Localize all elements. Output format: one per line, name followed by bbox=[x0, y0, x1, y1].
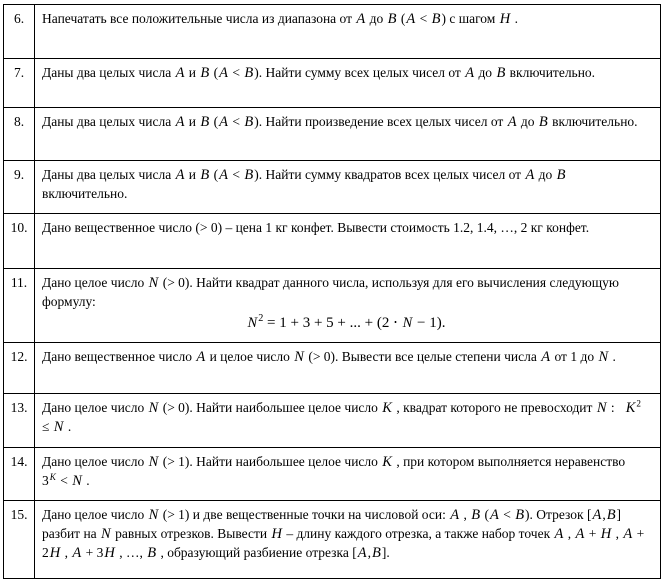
variable: B bbox=[371, 545, 381, 562]
text-segment: до bbox=[535, 167, 556, 182]
variable: B bbox=[606, 507, 616, 523]
variable: B bbox=[200, 114, 210, 130]
text-segment: (> 1). Найти наибольшее целое число bbox=[159, 454, 382, 469]
row-number: 9. bbox=[4, 161, 35, 214]
text-segment: Даны два целых числа bbox=[42, 167, 175, 182]
variable: N bbox=[402, 314, 413, 331]
task-text bbox=[42, 349, 616, 364]
task-table-body bbox=[4, 5, 661, 579]
variable: N bbox=[596, 400, 607, 416]
text-segment: Дано целое число bbox=[42, 275, 148, 290]
variable: A bbox=[623, 526, 633, 543]
text-segment: ) с шагом bbox=[441, 11, 499, 26]
text-segment: . bbox=[511, 11, 518, 26]
text-segment: , bbox=[612, 526, 623, 542]
text-segment: Напечатать все положительные числа из диапазона от bbox=[42, 11, 356, 26]
variable: A bbox=[450, 507, 460, 523]
task-text bbox=[42, 454, 632, 488]
row-number: 7. bbox=[4, 59, 35, 108]
table-row bbox=[4, 394, 661, 448]
variable: N bbox=[294, 349, 304, 365]
variable: N bbox=[148, 275, 159, 291]
text-segment: + bbox=[585, 526, 600, 542]
row-number: 6. bbox=[4, 5, 35, 59]
task-text bbox=[42, 507, 644, 560]
task-cell bbox=[35, 108, 661, 161]
task-text bbox=[42, 400, 641, 434]
table-row bbox=[4, 108, 661, 161]
text-segment: ( bbox=[210, 65, 219, 80]
row-number: 13. bbox=[4, 394, 35, 448]
table-row bbox=[4, 161, 661, 214]
text-segment: от 1 до bbox=[551, 349, 598, 364]
variable: K bbox=[382, 454, 392, 470]
variable: B bbox=[538, 114, 548, 130]
text-segment: Дано целое число bbox=[42, 454, 148, 469]
variable: A bbox=[507, 114, 517, 130]
variable: N bbox=[148, 507, 159, 523]
task-cell bbox=[35, 269, 661, 343]
variable: N bbox=[247, 314, 258, 331]
variable: B bbox=[147, 545, 157, 562]
variable: H bbox=[271, 526, 282, 543]
text-segment: до bbox=[475, 65, 496, 80]
text-segment: включительно. bbox=[548, 114, 638, 129]
task-text bbox=[42, 114, 638, 129]
text-segment: , bbox=[367, 545, 371, 561]
text-segment: равных отрезков. Вывести bbox=[111, 526, 271, 542]
variable: K bbox=[625, 400, 636, 416]
task-cell bbox=[35, 343, 661, 394]
variable: A bbox=[489, 507, 499, 523]
row-number: 10. bbox=[4, 214, 35, 269]
variable: N bbox=[101, 526, 111, 543]
row-number: 11. bbox=[4, 269, 35, 343]
variable: A bbox=[541, 349, 551, 365]
variable: H bbox=[499, 11, 511, 27]
variable: A bbox=[465, 65, 475, 81]
text-segment: (> 0). Вывести все целые степени числа bbox=[304, 349, 541, 364]
text-segment: < bbox=[416, 11, 431, 26]
variable: A bbox=[356, 11, 366, 27]
text-segment: , квадрат которого не превосходит bbox=[392, 400, 596, 415]
text-segment: Даны два целых числа bbox=[42, 114, 175, 129]
text-segment: , bbox=[61, 545, 72, 561]
variable: B bbox=[387, 11, 397, 27]
variable: N bbox=[53, 419, 64, 436]
table-row bbox=[4, 214, 661, 269]
text-segment: Дано вещественное число bbox=[42, 349, 196, 364]
text-segment: (> 1) и две вещественные точки на числовой оси: bbox=[159, 507, 450, 522]
text-segment: ). Найти сумму квадратов всех целых чисел от bbox=[254, 167, 525, 182]
variable: B bbox=[244, 114, 254, 130]
variable: N bbox=[148, 454, 159, 470]
variable: A bbox=[525, 167, 535, 183]
text-segment: и bbox=[185, 65, 200, 80]
variable: A bbox=[219, 65, 228, 81]
text-segment: . bbox=[82, 473, 90, 489]
variable: H bbox=[104, 545, 115, 562]
variable: B bbox=[200, 65, 210, 81]
variable: A bbox=[175, 167, 185, 183]
text-segment: + 3 bbox=[82, 545, 104, 561]
table-row bbox=[4, 5, 661, 59]
text-segment: , bbox=[564, 526, 575, 542]
task-cell bbox=[35, 501, 661, 579]
text-segment: + 2 bbox=[42, 526, 645, 561]
task-cell bbox=[35, 5, 661, 59]
variable: K bbox=[382, 400, 392, 416]
task-cell bbox=[35, 448, 661, 501]
task-text bbox=[42, 167, 567, 201]
task-cell bbox=[35, 59, 661, 108]
superscript: 2 bbox=[636, 398, 642, 409]
variable: A bbox=[175, 65, 185, 81]
text-segment: − 1). bbox=[413, 314, 446, 331]
variable: A bbox=[406, 11, 416, 27]
task-table bbox=[3, 4, 661, 579]
variable: A bbox=[592, 507, 602, 523]
text-segment: , при котором выполняется неравенство 3 bbox=[42, 454, 632, 489]
variable: B bbox=[556, 167, 566, 183]
text-segment: ). Найти сумму всех целых чисел от bbox=[254, 65, 465, 80]
text-segment: < bbox=[229, 167, 244, 182]
text-segment: < bbox=[229, 114, 244, 129]
variable: N bbox=[148, 400, 159, 416]
text-segment: < bbox=[499, 507, 515, 522]
text-segment: ). Найти произведение всех целых чисел от bbox=[254, 114, 507, 129]
text-segment: (> 0). Найти квадрат данного числа, используя для его вычисления следующую формулу: bbox=[42, 275, 619, 310]
variable: B bbox=[200, 167, 210, 183]
text-segment: и целое число bbox=[206, 349, 294, 364]
variable: B bbox=[496, 65, 506, 81]
text-segment: ]. bbox=[381, 545, 390, 561]
table-row bbox=[4, 59, 661, 108]
text-segment: Дано целое число bbox=[42, 400, 148, 415]
text-segment: = 1 + 3 + 5 + ... + (2 ⋅ bbox=[263, 314, 402, 331]
text-segment: . bbox=[609, 349, 616, 364]
superscript: 2 bbox=[258, 312, 264, 324]
variable: H bbox=[49, 545, 61, 562]
row-number: 8. bbox=[4, 108, 35, 161]
variable: A bbox=[575, 526, 585, 543]
text-segment: до bbox=[517, 114, 538, 129]
table-row bbox=[4, 343, 661, 394]
text-segment: , bbox=[602, 507, 606, 522]
task-text bbox=[42, 11, 518, 26]
text-segment: и bbox=[185, 167, 200, 182]
formula bbox=[42, 314, 650, 334]
table-row bbox=[4, 269, 661, 343]
text-segment: Дано целое число bbox=[42, 507, 148, 522]
text-segment: < bbox=[56, 473, 72, 489]
variable: N bbox=[598, 349, 609, 365]
text-segment: включительно. bbox=[42, 186, 128, 202]
task-text bbox=[42, 65, 595, 80]
task-cell bbox=[35, 161, 661, 214]
variable: A bbox=[219, 167, 228, 183]
variable: H bbox=[600, 526, 612, 543]
task-text bbox=[42, 275, 619, 309]
variable: B bbox=[471, 507, 481, 523]
text-segment: и bbox=[185, 114, 200, 129]
text-segment: ( bbox=[397, 11, 406, 26]
row-number: 12. bbox=[4, 343, 35, 394]
text-segment: ] разбит на bbox=[42, 507, 622, 542]
task-cell bbox=[35, 394, 661, 448]
variable: B bbox=[244, 167, 254, 183]
text-segment: , …, bbox=[115, 545, 147, 561]
text-segment: ( bbox=[210, 114, 219, 129]
table-row bbox=[4, 501, 661, 579]
text-segment: включительно. bbox=[506, 65, 596, 80]
variable: A bbox=[175, 114, 185, 130]
variable: B bbox=[244, 65, 254, 81]
text-segment: до bbox=[366, 11, 387, 26]
text-segment: ( bbox=[210, 167, 219, 182]
text-segment: ( bbox=[481, 507, 489, 522]
row-number: 14. bbox=[4, 448, 35, 501]
variable: B bbox=[431, 11, 441, 27]
row-number: 15. bbox=[4, 501, 35, 579]
variable: K bbox=[49, 471, 56, 482]
text-segment: , образующий разбиение отрезка [ bbox=[157, 545, 357, 561]
text-segment: , bbox=[460, 507, 471, 522]
variable: A bbox=[219, 114, 228, 130]
variable: A bbox=[357, 545, 367, 562]
text-segment: : bbox=[607, 400, 625, 415]
variable: A bbox=[72, 545, 82, 562]
variable: N bbox=[72, 473, 82, 490]
text-segment: ). Отрезок [ bbox=[525, 507, 592, 522]
task-cell bbox=[35, 214, 661, 269]
text-segment: Дано вещественное число (> 0) – цена 1 кг конфет. Вывести стоимость 1.2, 1.4, …, 2 кг конфет. bbox=[42, 220, 590, 235]
variable: A bbox=[196, 349, 206, 365]
text-segment: < bbox=[229, 65, 244, 80]
variable: B bbox=[515, 507, 525, 523]
variable: A bbox=[554, 526, 564, 543]
table-row bbox=[4, 448, 661, 501]
text-segment: (> 0). Найти наибольшее целое число bbox=[159, 400, 382, 415]
text-segment: . bbox=[64, 419, 72, 435]
task-text bbox=[42, 220, 589, 235]
text-segment: Даны два целых числа bbox=[42, 65, 175, 80]
text-segment: ≤ bbox=[42, 419, 53, 435]
text-segment: – длину каждого отрезка, а также набор точек bbox=[282, 526, 554, 542]
